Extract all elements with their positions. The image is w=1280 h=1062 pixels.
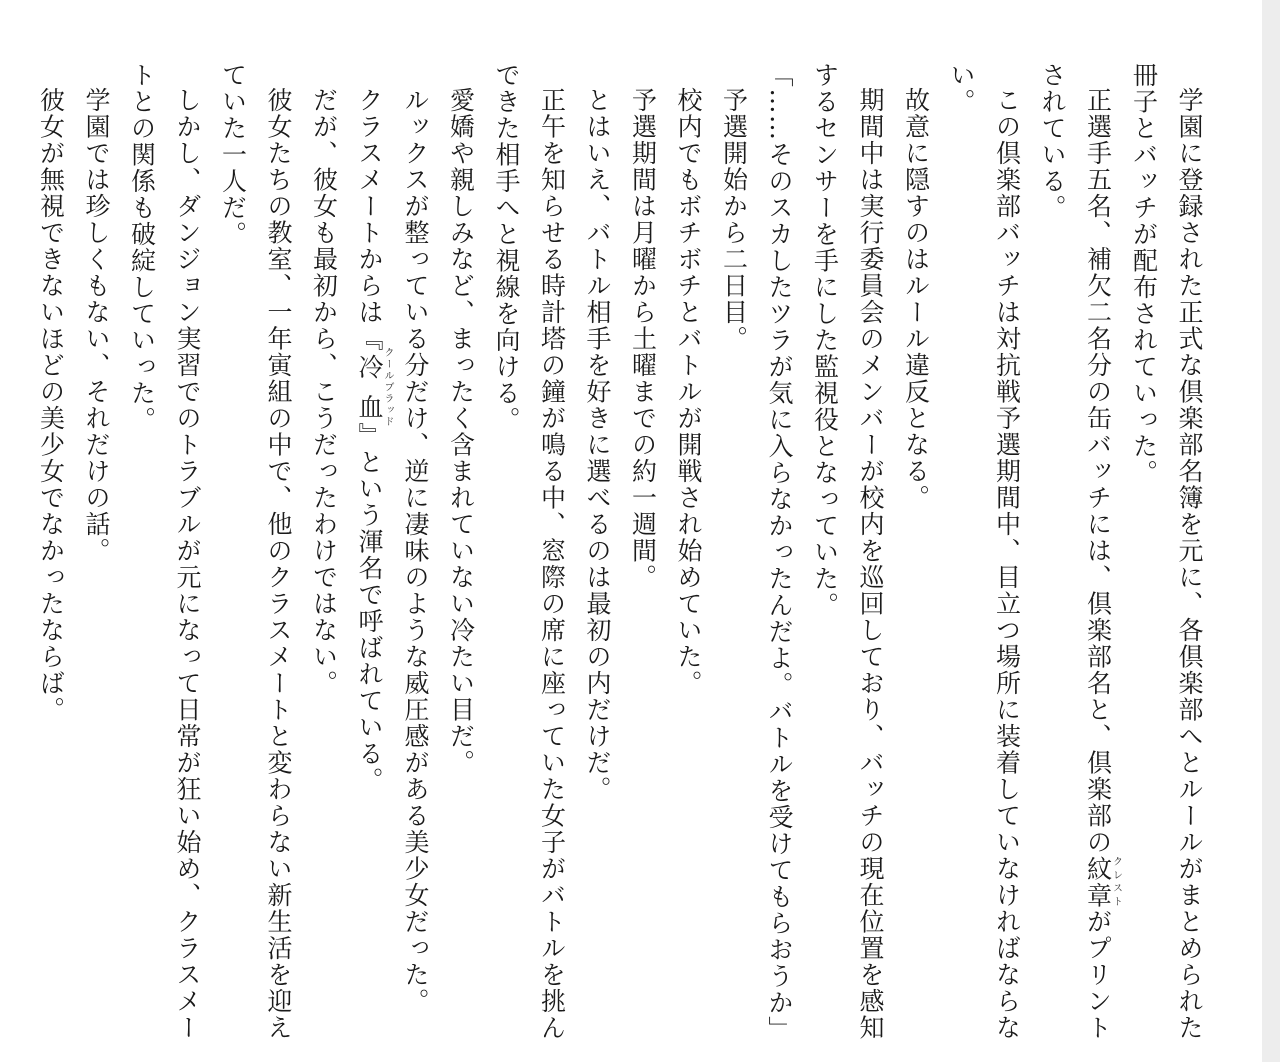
paragraph	[119, 62, 210, 1042]
text-segment: ルックスが整っている分だけ、逆に凄味のような威圧感がある美少女だった。	[401, 87, 430, 1015]
paragraph	[711, 62, 757, 1042]
paragraph	[620, 62, 666, 1042]
text-segment: だが、彼女も最初から、こうだったわけではない。	[309, 87, 339, 697]
paragraph	[893, 62, 939, 1042]
text-segment: 学園では珍しくもない、それだけの話。	[82, 87, 111, 564]
text-segment: 予選期間は月曜から土曜までの約一週間。	[628, 87, 658, 591]
ruby-reading: クールブラッド	[382, 347, 393, 428]
paragraph	[210, 62, 301, 1042]
text-segment: 学園に登録された正式な倶楽部名簿を元に、各倶楽部へとルールがまとめられた冊子とバッチが配布されていった。	[1129, 62, 1204, 1041]
ruby-annotation	[1083, 855, 1122, 909]
ruby-annotation	[355, 347, 393, 428]
text-segment: 「……そのスカしたツラが気に入らなかったんだよ。バトルを受けてもらおうか」	[765, 62, 794, 1043]
text-segment: 正選手五名、補欠二名分の缶バッチには、倶楽部名と、倶楽部の	[1083, 87, 1113, 856]
ruby-base: 紋章	[1083, 855, 1113, 909]
text-segment: しかし、ダンジョン実習でのトラブルが元になって日常が狂い始め、クラスメートとの関係も破綻していった。	[127, 62, 202, 1041]
page-edge	[1262, 0, 1280, 1062]
paragraph	[1121, 62, 1212, 1042]
text-segment: 正午を知らせる時計塔の鐘が鳴る中、窓際の席に座っていた女子がバトルを挑んできた相手へと視線を向ける。	[492, 62, 567, 1041]
text-segment: がプリントされている。	[1038, 62, 1113, 1041]
paragraph	[802, 62, 893, 1042]
paragraph	[484, 62, 575, 1042]
paragraph	[347, 62, 393, 1042]
paragraph	[438, 62, 484, 1042]
paragraph	[1030, 62, 1122, 1042]
paragraph	[28, 62, 74, 1042]
text-segment: この倶楽部バッチは対抗戦予選期間中、目立つ場所に装着していなければならない。	[947, 62, 1022, 1041]
text-segment: クラスメートからは『	[355, 87, 384, 352]
paragraph	[666, 62, 712, 1042]
paragraph	[301, 62, 347, 1042]
text-segment: とはいえ、バトル相手を好きに選べるのは最初の内だけだ。	[583, 87, 612, 803]
text-segment: 愛嬌や親しみなど、まったく含まれていない冷たい目だ。	[446, 87, 476, 776]
text-segment: 彼女が無視できないほどの美少女でなかったならば。	[36, 87, 66, 723]
paragraph	[393, 62, 439, 1042]
paragraph	[575, 62, 621, 1042]
text-segment: 彼女たちの教室、一年寅組の中で、他のクラスメートと変わらない新生活を迎えていた一人だ。	[218, 62, 293, 1041]
paragraph	[74, 62, 120, 1042]
text-segment: 校内でもボチボチとバトルが開戦され始めていた。	[674, 87, 703, 697]
paragraph	[757, 62, 803, 1042]
text-segment: 期間中は実行委員会のメンバーが校内を巡回しており、バッチの現在位置を感知するセンサーを手にした監視役となっていた。	[810, 62, 885, 1041]
ruby-base: 冷血	[355, 347, 384, 428]
paragraph	[939, 62, 1030, 1042]
text-segment: 』という渾名で呼ばれている。	[355, 422, 384, 794]
text-segment: 予選開始から二日目。	[719, 87, 749, 352]
text-segment: 故意に隠すのはルール違反となる。	[901, 87, 931, 511]
ruby-reading: クレスト	[1110, 855, 1122, 909]
vertical-text-body	[28, 62, 1212, 1042]
